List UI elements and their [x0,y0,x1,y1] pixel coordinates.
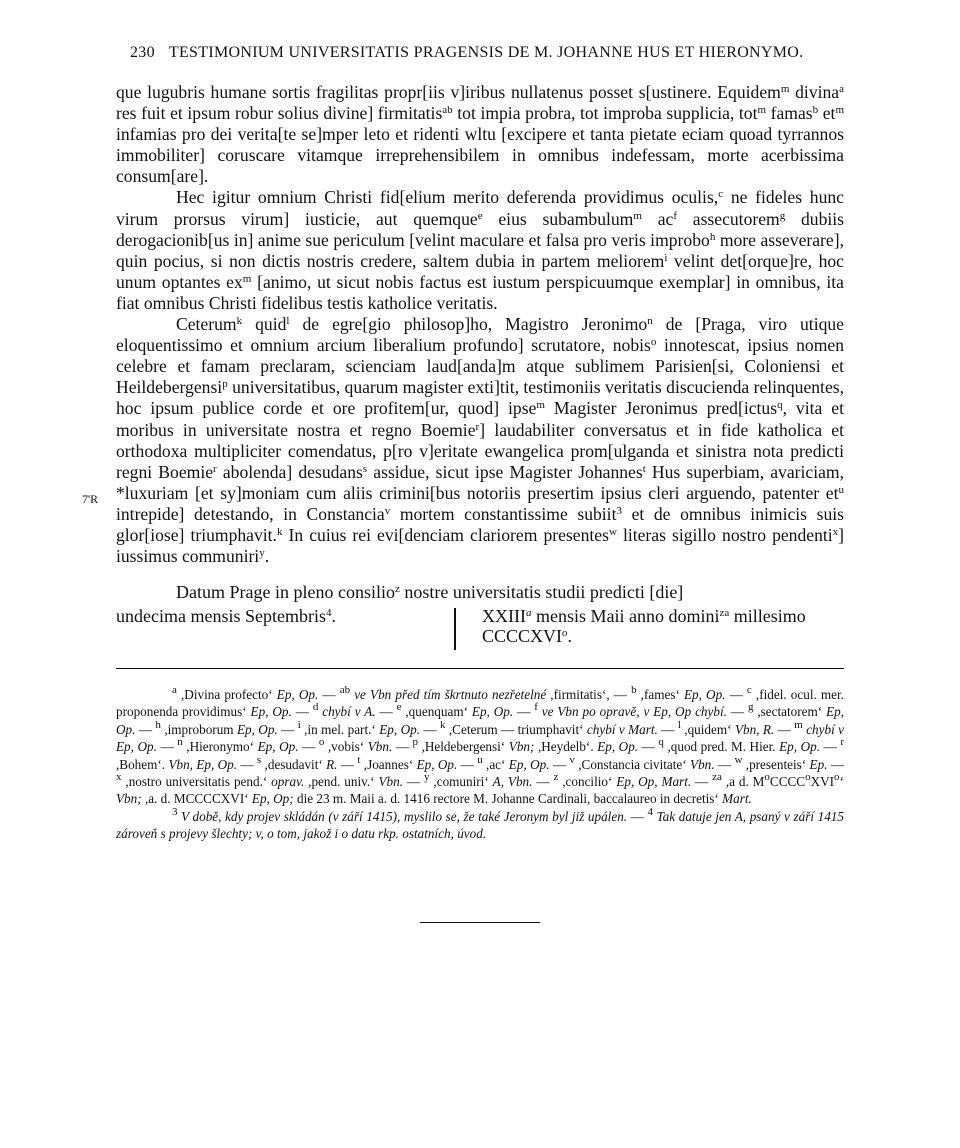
paragraph: Ceterum$^k$ quid$^l$ de egre[gio philosop]ho, Magistro Jeronimo$^n$ de [Praga, viro utique eloquentissimo et omnium arcium liberalium profundo] scrutatore, nobis$^o$ innotescat, ipsius nomen celebre et famam preclaram, scienciam laud[anda]m atque sublimem Parisien[si, Coloniensi et Heildebergensi$^p$ universitatibus, quarum magister exti]tit, testimoniis veritatis discucienda relinquentes, hoc ipsum publice corde et ore profitem[ur, quod] ipse$^m$ Magister Jeronimus pred[ictus$^q$, vita et moribus in universitate nostra et regno Boemie$^r$] laudabiliter conversatus et in fide katholica et orthodoxa multipliciter comendatus, p[ro v]eritate ewangelica prom[ulganda et sinistra nota predicti regni Boemie$^r$ abolenda] desudans$^s$ assidue, sicut ipse Magister Johannes$^t$ Hus superbiam, avariciam, *luxuriam [et sy]moniam cum aliis crimini[bus notoriis presertim ipsius cleri arguendo, patenter $et^u$ intrepide] detestando, in Constancia$^v$ mortem constantissime subiit$^3$ et de omnibus inimicis suis glor[iose] triumphavit.$^k$ In cuius rei evi[denciam clariorem presentes$^w$ literas sigillo nostro pendenti$^x$] iussimus communiri$^y$. [116,314,845,567]
running-title: TESTIMONIUM UNIVERSITATIS PRAGENSIS DE M. JOHANNE HUS ET HIERONYMO. [168,44,804,61]
explanatory-notes: $^3$ V době, kdy projev skládán (v září 1415), myslilo se, že také Jeronym byl již upálen. — $^4$ Tak datuje jen A, psaný v září 1415 zároveň s projevy šlechty; v, o tom, jakož i o datu rkp. ostatních, úvod. [116,805,844,842]
dating-variant-may-line1: XXIII$^a$ mensis Maii anno domini$^{za}$ millesimo [482,606,806,626]
margin-reference: 7'R [82,492,99,506]
paragraph: Hec igitur omnium Christi fid[elium merito deferenda providimus oculis,$^c$ ne fideles hunc virum prorsus virum] iusticie, aut quemque$^e$ eius subambulum$^m$ $ac^f$ assecutorem$^g$ dubiis derogacionib[us in] anime sue periculum [velint maculare et falsa pro veris improbo$^h$ more asseverare], quin pocius, si non dictis nostris credere, saltem dubia in partem meliorem$^i$ velint det[orque]re, hoc unum optantes $ex^m$ [animo, ut sicut nobis factus est iustum perspicuumque exemplar] in omnibus, ita fiat omnibus Christi fidelibus testis katholice veritatis. [116,187,844,313]
dating-clause [116,582,844,646]
dating-line: Datum Prage in pleno consilio$^z$ nostre universitatis studii predicti [die] [176,582,684,602]
main-text [116,82,844,567]
dating-variant-may-line2: CCCCXVI$^o$. [482,626,573,646]
dating-variant-september: undecima mensis Septembris$^4$. [116,606,336,626]
footnote-rule [116,668,844,669]
end-rule [420,922,540,923]
paragraph: que lugubris humane sortis fragilitas propr[iis v]iribus nullatenus posset s[ustinere. Equidem$^m$ divina$^a$ res fuit et ipsum robur solius divine] firmitatis$^{ab}$ tot impia probra, tot improba supplicia, tot$^m$ famas$^b$ $et^m$ infamias pro dei verita[te se]mper leto et ridenti wltu [excipere et tanta pietate eciam quoad tyrrannos immobiliter] coruscare vitamque irreprehensibilem in omnibus indefessam, morte acerbissima consum[are]. [116,82,845,187]
running-header [130,44,850,62]
dating-variant-may [482,606,806,646]
footnotes [116,686,844,843]
page-number: 230 [130,44,155,61]
variant-divider [454,608,456,650]
critical-apparatus: $^a$ ,Divina profecto‘ Ep, Op. — $^{ab}$ ve Vbn před tím škrtnuto nezřetelné ,firmitatis‘, — $^b$ ,fames‘ Ep, Op. — $^c$ ,fidel. ocul. mer. proponenda providimus‘ Ep, Op. — $^d$ chybí v A. — $^e$ ,quenquam‘ Ep, Op. — $^f$ ve Vbn po opravě, v Ep, Op chybí. — $^g$ ,sectatorem‘ Ep, Op. — $^h$ ,improborum Ep, Op. — $^i$ ,in mel. part.‘ Ep, Op. — $^k$ ,Ceterum — triumphavit‘ chybí v Mart. — $^l$ ,quidem‘ Vbn, R. — $^m$ chybí v Ep, Op. — $^n$ ,Hieronymo‘ Ep, Op. — $^o$ ,vobis‘ Vbn. — $^p$ ,Heldebergensi‘ Vbn; ,Heydelb‘. Ep, Op. — $^q$ ,quod pred. M. Hier. Ep, Op. — $^r$ ,Bohem‘. Vbn, Ep, Op. — $^s$ ,desudavit‘ R. — $^t$ ,Joannes‘ Ep, Op. — $^u$ ,ac‘ Ep, Op. — $^v$ ,Constancia civitate‘ Vbn. — $^w$ ,presenteis‘ Ep. — $^x$ ,nostro universitatis pend.‘ oprav. ,pend. univ.‘ Vbn. — $^y$ ,comuniri‘ A, Vbn. — $^z$ ,concilio‘ Ep, Op, Mart. — $^{za}$ ,a d. $M^oCCCC^oXVI^o‘$ Vbn; ,a. d. MCCCCXVI‘ Ep, Op; die 23 m. Maii a. d. 1416 rectore M. Johanne Cardinali, baccalaureo in decretis‘ Mart. [116,684,845,807]
